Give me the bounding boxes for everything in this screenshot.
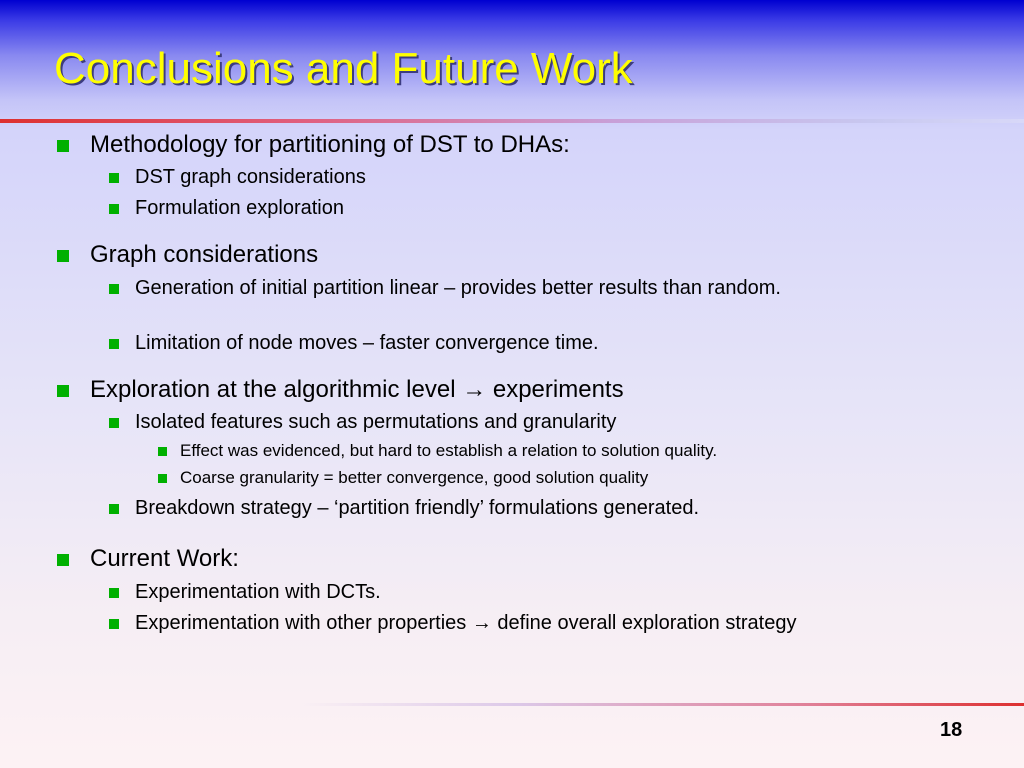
bullet-text: Experimentation with DCTs. — [135, 581, 381, 603]
bullet-exploration — [90, 376, 624, 404]
bullet-marker — [57, 385, 69, 397]
bullet-text: DST graph considerations — [135, 166, 366, 188]
bullet-text: Experimentation with other properties → define overall exploration strategy — [135, 612, 797, 634]
bullet-isolated-features — [135, 410, 895, 434]
bullet-marker — [57, 554, 69, 566]
bullet-marker — [158, 474, 167, 483]
bullet-text: Generation of initial partition linear – provides better results than random. — [135, 277, 781, 299]
bullet-marker — [158, 447, 167, 456]
bullet-marker — [109, 284, 119, 294]
bullet-coarse-granularity — [180, 468, 648, 488]
bullet-initial-partition — [135, 276, 895, 300]
slide-title: Conclusions and Future Work — [54, 44, 633, 93]
bullet-text: Limitation of node moves – faster convergence time. — [135, 332, 599, 354]
bullet-text: Isolated features such as permutations and granularity — [135, 411, 617, 433]
footer-divider — [300, 703, 1024, 706]
bullet-node-moves — [135, 331, 895, 355]
bullet-effect-evidenced — [180, 441, 717, 461]
bullet-text: Effect was evidenced, but hard to establish a relation to solution quality. — [180, 441, 718, 460]
bullet-other-properties — [135, 611, 895, 635]
bullet-dst-graph — [135, 165, 895, 189]
bullet-breakdown-strategy — [135, 496, 895, 520]
bullet-text: Current Work: — [90, 545, 239, 572]
page-number: 18 — [940, 719, 963, 741]
bullet-current-work — [90, 545, 239, 573]
bullet-graph-considerations — [90, 241, 318, 269]
bullet-marker — [109, 504, 119, 514]
bullet-text: Exploration at the algorithmic level → experiments — [90, 376, 624, 403]
bullet-marker — [109, 418, 119, 428]
bullet-marker — [109, 204, 119, 214]
bullet-marker — [57, 250, 69, 262]
bullet-formulation — [135, 196, 895, 220]
bullet-text: Breakdown strategy – ‘partition friendly’ formulations generated. — [135, 497, 700, 519]
bullet-text: Graph considerations — [90, 241, 319, 268]
bullet-text: Formulation exploration — [135, 197, 344, 219]
bullet-methodology — [90, 131, 570, 159]
bullet-text: Coarse granularity = better convergence, good solution quality — [180, 468, 649, 487]
bullet-marker — [109, 588, 119, 598]
bullet-marker — [109, 173, 119, 183]
bullet-marker — [109, 339, 119, 349]
bullet-text: Methodology for partitioning of DST to DHAs: — [90, 131, 570, 158]
bullet-marker — [57, 140, 69, 152]
bullet-marker — [109, 619, 119, 629]
bullet-dcts — [135, 580, 895, 604]
